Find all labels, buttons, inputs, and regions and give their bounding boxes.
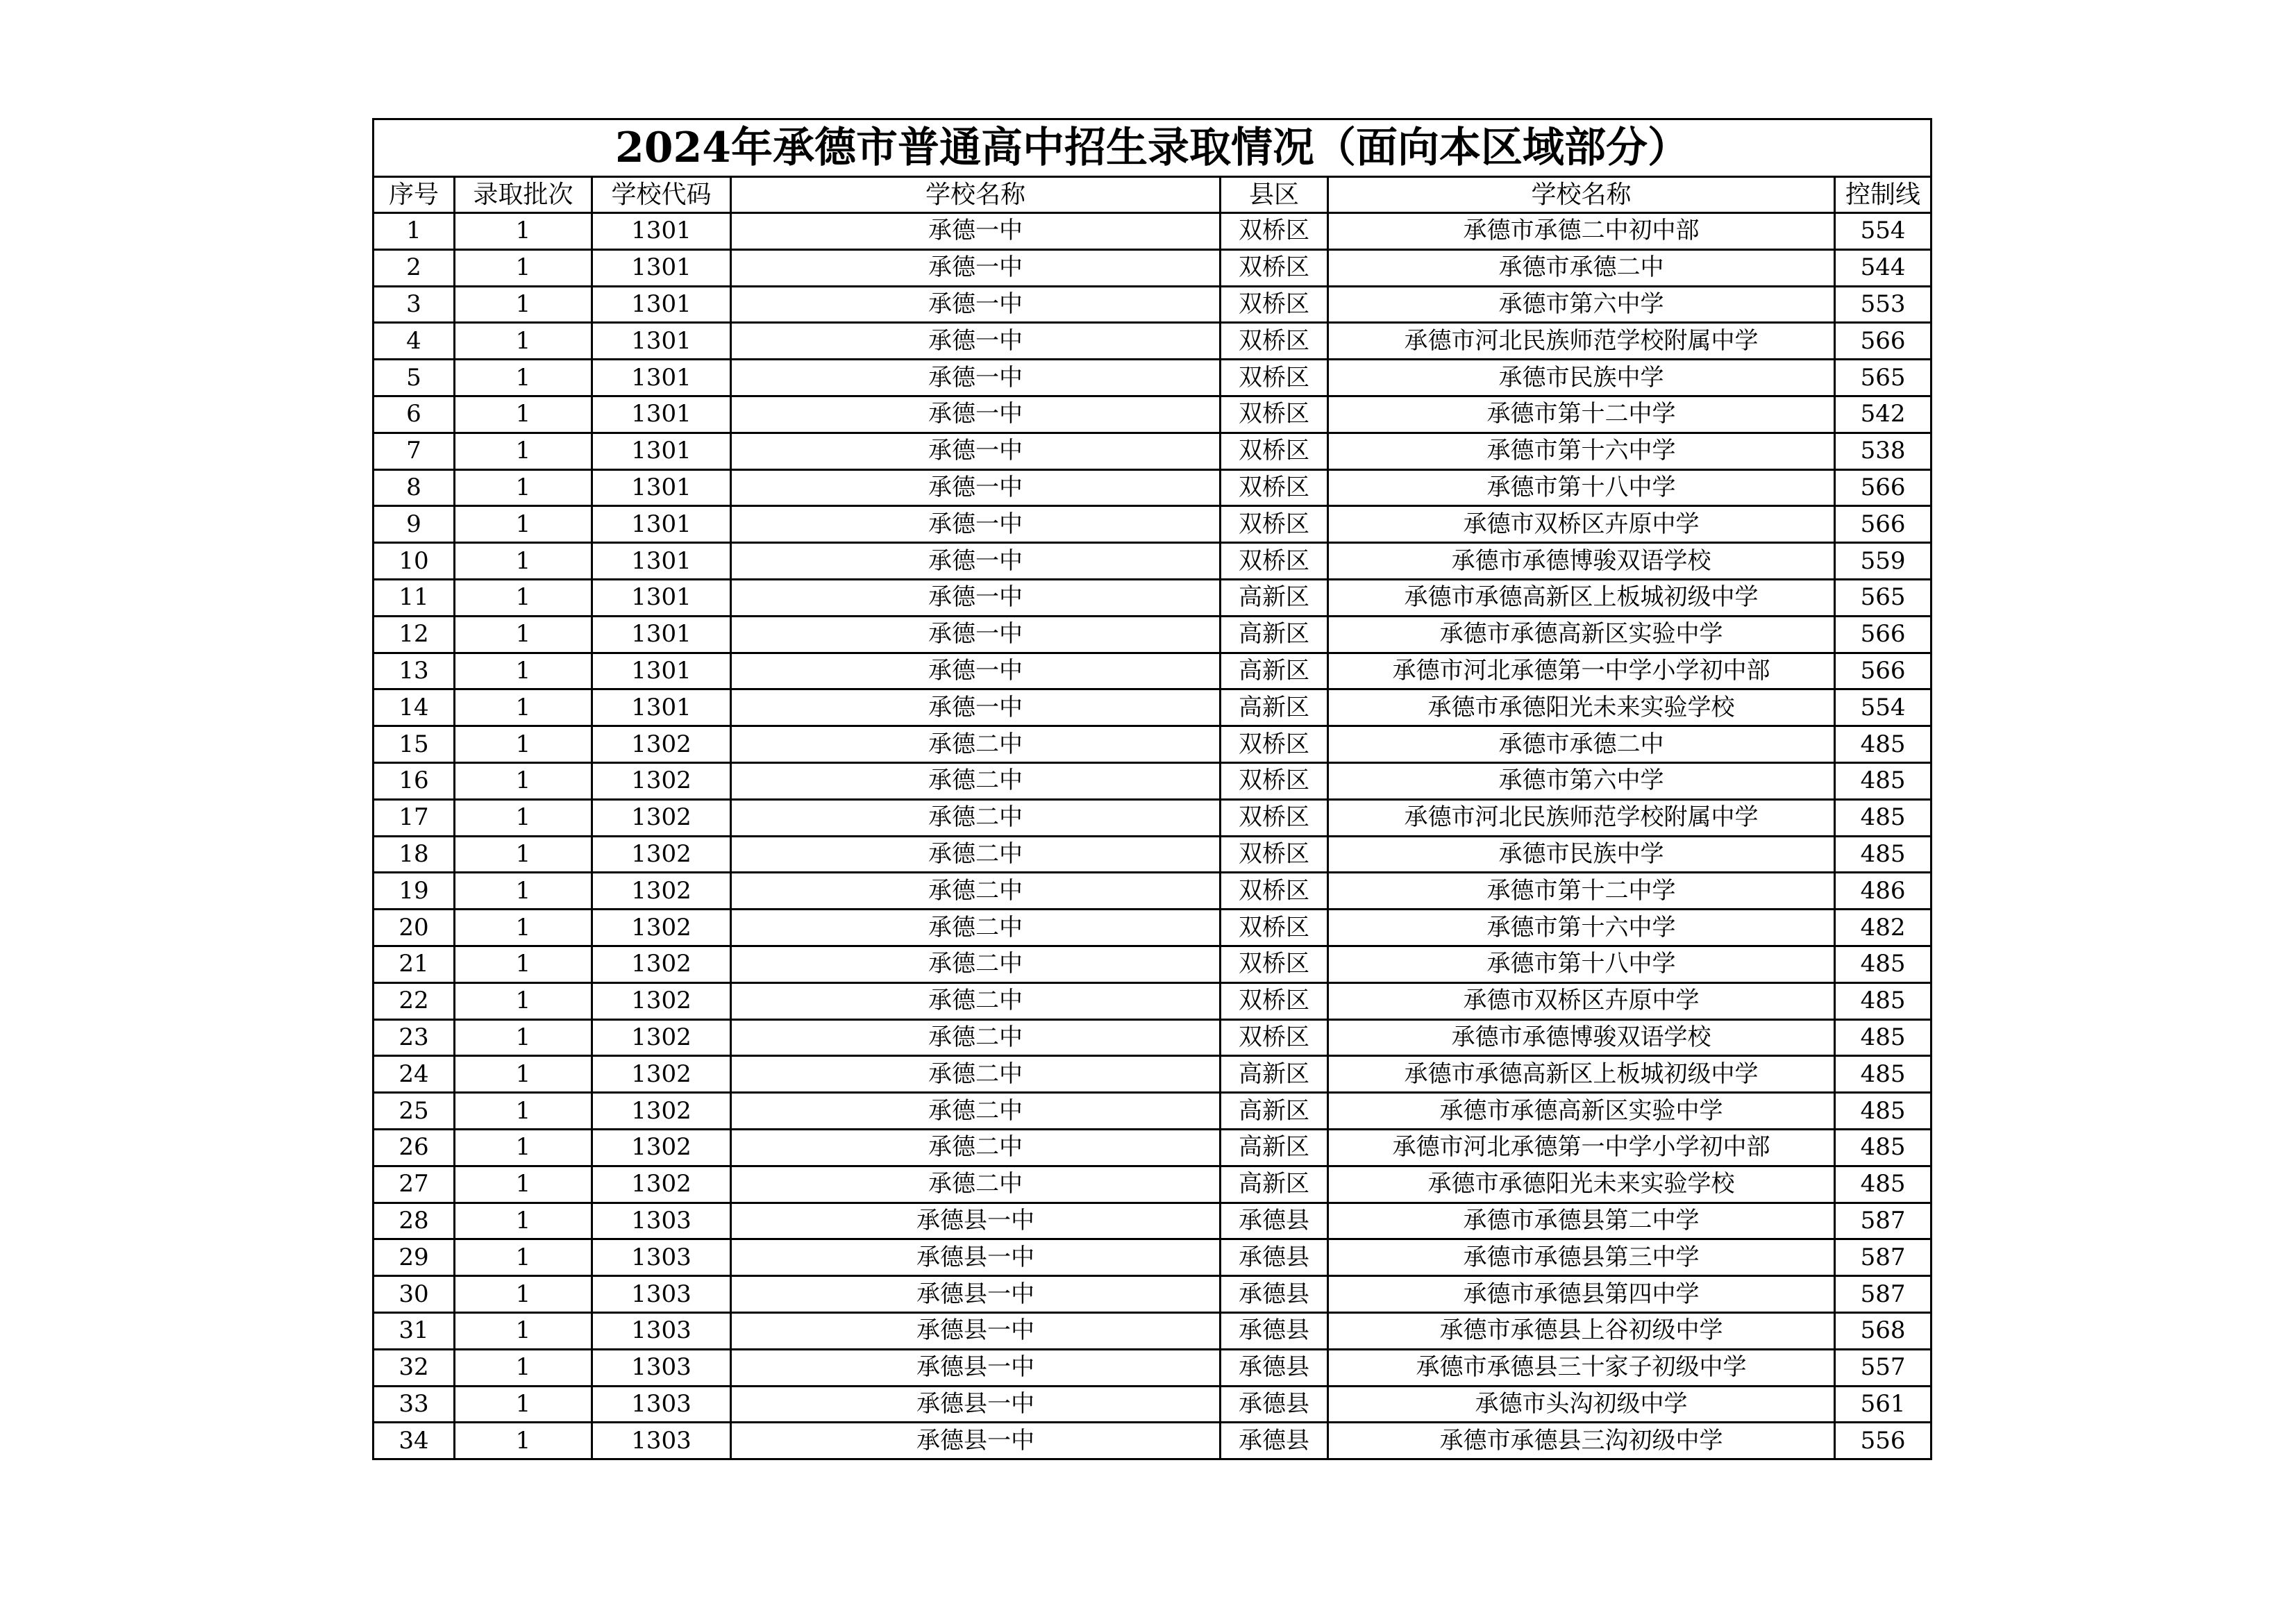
row-cutoff: 566 xyxy=(1835,506,1932,543)
row-batch: 1 xyxy=(455,1203,592,1239)
row-district: 承德县 xyxy=(1221,1276,1328,1313)
row-cutoff: 485 xyxy=(1835,946,1932,982)
row-school-code: 1301 xyxy=(592,286,731,323)
row-batch: 1 xyxy=(455,910,592,946)
table-row xyxy=(374,323,1932,360)
row-source-school: 承德市承德阳光未来实验学校 xyxy=(1328,689,1835,726)
row-index: 15 xyxy=(374,726,455,763)
row-school-name: 承德县一中 xyxy=(731,1423,1221,1459)
row-index: 26 xyxy=(374,1129,455,1166)
row-school-code: 1303 xyxy=(592,1276,731,1313)
row-school-code: 1301 xyxy=(592,360,731,396)
table-row xyxy=(374,653,1932,689)
row-cutoff: 485 xyxy=(1835,726,1932,763)
table-row xyxy=(374,1423,1932,1459)
row-batch: 1 xyxy=(455,836,592,873)
row-district: 承德县 xyxy=(1221,1349,1328,1386)
row-index: 16 xyxy=(374,762,455,799)
row-cutoff: 587 xyxy=(1835,1239,1932,1276)
row-school-name: 承德一中 xyxy=(731,689,1221,726)
row-source-school: 承德市双桥区卉原中学 xyxy=(1328,982,1835,1019)
row-school-name: 承德一中 xyxy=(731,469,1221,506)
row-school-code: 1302 xyxy=(592,762,731,799)
row-batch: 1 xyxy=(455,1276,592,1313)
row-batch: 1 xyxy=(455,726,592,763)
row-district: 双桥区 xyxy=(1221,286,1328,323)
row-cutoff: 544 xyxy=(1835,249,1932,286)
row-school-code: 1301 xyxy=(592,433,731,469)
row-index: 7 xyxy=(374,433,455,469)
row-school-name: 承德二中 xyxy=(731,873,1221,910)
row-batch: 1 xyxy=(455,249,592,286)
row-district: 双桥区 xyxy=(1221,433,1328,469)
row-source-school: 承德市民族中学 xyxy=(1328,836,1835,873)
row-district: 双桥区 xyxy=(1221,762,1328,799)
table-row xyxy=(374,982,1932,1019)
row-district: 高新区 xyxy=(1221,1056,1328,1093)
row-batch: 1 xyxy=(455,1019,592,1056)
row-source-school: 承德市承德二中 xyxy=(1328,726,1835,763)
row-school-code: 1303 xyxy=(592,1203,731,1239)
row-source-school: 承德市第六中学 xyxy=(1328,286,1835,323)
row-district: 双桥区 xyxy=(1221,982,1328,1019)
row-school-code: 1301 xyxy=(592,653,731,689)
row-district: 双桥区 xyxy=(1221,1019,1328,1056)
table-row xyxy=(374,1203,1932,1239)
row-district: 双桥区 xyxy=(1221,323,1328,360)
row-school-name: 承德县一中 xyxy=(731,1276,1221,1313)
row-school-name: 承德二中 xyxy=(731,982,1221,1019)
table-row xyxy=(374,1276,1932,1313)
row-cutoff: 485 xyxy=(1835,799,1932,836)
row-school-name: 承德二中 xyxy=(731,910,1221,946)
row-school-code: 1302 xyxy=(592,946,731,982)
row-school-name: 承德二中 xyxy=(731,1019,1221,1056)
row-district: 高新区 xyxy=(1221,579,1328,616)
row-index: 11 xyxy=(374,579,455,616)
table-row xyxy=(374,799,1932,836)
row-school-code: 1302 xyxy=(592,873,731,910)
row-school-code: 1303 xyxy=(592,1312,731,1349)
row-cutoff: 485 xyxy=(1835,836,1932,873)
row-index: 13 xyxy=(374,653,455,689)
row-index: 31 xyxy=(374,1312,455,1349)
col-header-school-code: 学校代码 xyxy=(592,177,731,213)
row-source-school: 承德市河北民族师范学校附属中学 xyxy=(1328,799,1835,836)
row-batch: 1 xyxy=(455,579,592,616)
table-row xyxy=(374,1166,1932,1203)
row-source-school: 承德市头沟初级中学 xyxy=(1328,1386,1835,1423)
row-school-name: 承德县一中 xyxy=(731,1349,1221,1386)
row-school-name: 承德二中 xyxy=(731,1166,1221,1203)
row-district: 高新区 xyxy=(1221,689,1328,726)
row-district: 承德县 xyxy=(1221,1312,1328,1349)
row-index: 2 xyxy=(374,249,455,286)
row-district: 承德县 xyxy=(1221,1386,1328,1423)
table-row xyxy=(374,1349,1932,1386)
row-school-name: 承德一中 xyxy=(731,543,1221,580)
row-source-school: 承德市承德二中初中部 xyxy=(1328,213,1835,250)
row-index: 20 xyxy=(374,910,455,946)
row-batch: 1 xyxy=(455,653,592,689)
row-batch: 1 xyxy=(455,616,592,653)
row-index: 8 xyxy=(374,469,455,506)
row-district: 双桥区 xyxy=(1221,396,1328,433)
row-source-school: 承德市承德县三沟初级中学 xyxy=(1328,1423,1835,1459)
header-row xyxy=(374,177,1932,213)
row-school-code: 1302 xyxy=(592,836,731,873)
row-district: 高新区 xyxy=(1221,653,1328,689)
row-batch: 1 xyxy=(455,323,592,360)
row-source-school: 承德市第十六中学 xyxy=(1328,433,1835,469)
table-row xyxy=(374,249,1932,286)
row-index: 6 xyxy=(374,396,455,433)
row-cutoff: 482 xyxy=(1835,910,1932,946)
col-header-district: 县区 xyxy=(1221,177,1328,213)
row-district: 高新区 xyxy=(1221,616,1328,653)
row-batch: 1 xyxy=(455,1166,592,1203)
row-batch: 1 xyxy=(455,873,592,910)
row-district: 双桥区 xyxy=(1221,506,1328,543)
row-source-school: 承德市第十二中学 xyxy=(1328,873,1835,910)
row-cutoff: 485 xyxy=(1835,1019,1932,1056)
row-school-code: 1303 xyxy=(592,1423,731,1459)
row-index: 12 xyxy=(374,616,455,653)
row-school-code: 1302 xyxy=(592,982,731,1019)
row-source-school: 承德市双桥区卉原中学 xyxy=(1328,506,1835,543)
row-source-school: 承德市河北民族师范学校附属中学 xyxy=(1328,323,1835,360)
row-batch: 1 xyxy=(455,543,592,580)
row-batch: 1 xyxy=(455,506,592,543)
row-district: 双桥区 xyxy=(1221,873,1328,910)
row-cutoff: 556 xyxy=(1835,1423,1932,1459)
row-school-code: 1301 xyxy=(592,323,731,360)
row-index: 4 xyxy=(374,323,455,360)
row-district: 高新区 xyxy=(1221,1129,1328,1166)
row-source-school: 承德市河北承德第一中学小学初中部 xyxy=(1328,1129,1835,1166)
table-row xyxy=(374,762,1932,799)
row-district: 双桥区 xyxy=(1221,469,1328,506)
row-school-name: 承德二中 xyxy=(731,726,1221,763)
col-header-index: 序号 xyxy=(374,177,455,213)
row-source-school: 承德市承德县第四中学 xyxy=(1328,1276,1835,1313)
row-school-code: 1302 xyxy=(592,1129,731,1166)
row-batch: 1 xyxy=(455,1312,592,1349)
row-cutoff: 566 xyxy=(1835,616,1932,653)
row-school-name: 承德一中 xyxy=(731,506,1221,543)
row-index: 1 xyxy=(374,213,455,250)
row-cutoff: 559 xyxy=(1835,543,1932,580)
table-row xyxy=(374,469,1932,506)
row-source-school: 承德市承德博骏双语学校 xyxy=(1328,543,1835,580)
col-header-school-name: 学校名称 xyxy=(731,177,1221,213)
row-school-code: 1302 xyxy=(592,910,731,946)
row-source-school: 承德市承德县第三中学 xyxy=(1328,1239,1835,1276)
row-school-name: 承德二中 xyxy=(731,762,1221,799)
row-source-school: 承德市承德高新区实验中学 xyxy=(1328,1093,1835,1130)
row-source-school: 承德市河北承德第一中学小学初中部 xyxy=(1328,653,1835,689)
row-batch: 1 xyxy=(455,213,592,250)
row-cutoff: 554 xyxy=(1835,213,1932,250)
row-source-school: 承德市第十八中学 xyxy=(1328,469,1835,506)
row-index: 29 xyxy=(374,1239,455,1276)
row-school-code: 1301 xyxy=(592,213,731,250)
row-source-school: 承德市民族中学 xyxy=(1328,360,1835,396)
row-school-name: 承德一中 xyxy=(731,323,1221,360)
row-source-school: 承德市承德高新区上板城初级中学 xyxy=(1328,579,1835,616)
table-row xyxy=(374,286,1932,323)
row-cutoff: 587 xyxy=(1835,1276,1932,1313)
row-batch: 1 xyxy=(455,1349,592,1386)
row-batch: 1 xyxy=(455,762,592,799)
row-school-name: 承德一中 xyxy=(731,396,1221,433)
row-cutoff: 566 xyxy=(1835,323,1932,360)
row-index: 27 xyxy=(374,1166,455,1203)
row-school-code: 1303 xyxy=(592,1349,731,1386)
row-index: 34 xyxy=(374,1423,455,1459)
row-school-code: 1301 xyxy=(592,616,731,653)
row-cutoff: 554 xyxy=(1835,689,1932,726)
page-title: 2024年承德市普通高中招生录取情况（面向本区域部分） xyxy=(374,119,1932,177)
row-school-code: 1301 xyxy=(592,249,731,286)
row-index: 9 xyxy=(374,506,455,543)
col-header-cutoff: 控制线 xyxy=(1835,177,1932,213)
row-school-code: 1301 xyxy=(592,543,731,580)
row-source-school: 承德市承德高新区实验中学 xyxy=(1328,616,1835,653)
row-school-code: 1302 xyxy=(592,799,731,836)
row-cutoff: 566 xyxy=(1835,653,1932,689)
row-district: 高新区 xyxy=(1221,1166,1328,1203)
table-row xyxy=(374,910,1932,946)
row-school-name: 承德一中 xyxy=(731,579,1221,616)
row-school-code: 1302 xyxy=(592,1093,731,1130)
row-source-school: 承德市承德高新区上板城初级中学 xyxy=(1328,1056,1835,1093)
row-batch: 1 xyxy=(455,689,592,726)
row-source-school: 承德市第十六中学 xyxy=(1328,910,1835,946)
row-school-name: 承德二中 xyxy=(731,1093,1221,1130)
row-index: 23 xyxy=(374,1019,455,1056)
row-school-name: 承德一中 xyxy=(731,360,1221,396)
row-source-school: 承德市第十八中学 xyxy=(1328,946,1835,982)
row-school-code: 1302 xyxy=(592,1166,731,1203)
row-source-school: 承德市第六中学 xyxy=(1328,762,1835,799)
row-cutoff: 486 xyxy=(1835,873,1932,910)
table-row xyxy=(374,1019,1932,1056)
row-cutoff: 485 xyxy=(1835,1166,1932,1203)
row-batch: 1 xyxy=(455,1056,592,1093)
row-school-name: 承德县一中 xyxy=(731,1203,1221,1239)
row-source-school: 承德市承德二中 xyxy=(1328,249,1835,286)
row-index: 22 xyxy=(374,982,455,1019)
row-batch: 1 xyxy=(455,1239,592,1276)
table-row xyxy=(374,1386,1932,1423)
row-cutoff: 485 xyxy=(1835,982,1932,1019)
row-batch: 1 xyxy=(455,286,592,323)
table-row xyxy=(374,1129,1932,1166)
row-district: 双桥区 xyxy=(1221,799,1328,836)
row-school-name: 承德一中 xyxy=(731,433,1221,469)
row-district: 双桥区 xyxy=(1221,543,1328,580)
row-index: 24 xyxy=(374,1056,455,1093)
row-school-name: 承德一中 xyxy=(731,249,1221,286)
row-batch: 1 xyxy=(455,1386,592,1423)
row-school-code: 1301 xyxy=(592,396,731,433)
row-school-name: 承德二中 xyxy=(731,946,1221,982)
row-cutoff: 557 xyxy=(1835,1349,1932,1386)
row-cutoff: 538 xyxy=(1835,433,1932,469)
row-school-name: 承德二中 xyxy=(731,799,1221,836)
table-row xyxy=(374,1056,1932,1093)
row-cutoff: 485 xyxy=(1835,1129,1932,1166)
row-source-school: 承德市第十二中学 xyxy=(1328,396,1835,433)
row-cutoff: 485 xyxy=(1835,762,1932,799)
row-batch: 1 xyxy=(455,946,592,982)
row-district: 双桥区 xyxy=(1221,836,1328,873)
col-header-source-school: 学校名称 xyxy=(1328,177,1835,213)
row-school-name: 承德县一中 xyxy=(731,1386,1221,1423)
row-school-name: 承德二中 xyxy=(731,1056,1221,1093)
table-row xyxy=(374,873,1932,910)
row-school-code: 1302 xyxy=(592,1019,731,1056)
table-row xyxy=(374,396,1932,433)
row-source-school: 承德市承德阳光未来实验学校 xyxy=(1328,1166,1835,1203)
row-district: 双桥区 xyxy=(1221,910,1328,946)
row-school-code: 1301 xyxy=(592,469,731,506)
row-batch: 1 xyxy=(455,396,592,433)
row-index: 10 xyxy=(374,543,455,580)
row-school-name: 承德县一中 xyxy=(731,1312,1221,1349)
row-cutoff: 565 xyxy=(1835,579,1932,616)
row-district: 高新区 xyxy=(1221,1093,1328,1130)
table-row xyxy=(374,579,1932,616)
row-cutoff: 566 xyxy=(1835,469,1932,506)
admission-table xyxy=(372,118,1932,1460)
row-cutoff: 542 xyxy=(1835,396,1932,433)
row-school-name: 承德二中 xyxy=(731,836,1221,873)
row-district: 双桥区 xyxy=(1221,213,1328,250)
table-row xyxy=(374,1239,1932,1276)
row-index: 30 xyxy=(374,1276,455,1313)
row-district: 双桥区 xyxy=(1221,946,1328,982)
row-batch: 1 xyxy=(455,982,592,1019)
row-school-name: 承德县一中 xyxy=(731,1239,1221,1276)
row-cutoff: 561 xyxy=(1835,1386,1932,1423)
row-school-name: 承德二中 xyxy=(731,1129,1221,1166)
row-district: 双桥区 xyxy=(1221,360,1328,396)
row-district: 双桥区 xyxy=(1221,726,1328,763)
row-index: 18 xyxy=(374,836,455,873)
row-batch: 1 xyxy=(455,360,592,396)
row-index: 14 xyxy=(374,689,455,726)
row-cutoff: 587 xyxy=(1835,1203,1932,1239)
table-row xyxy=(374,946,1932,982)
row-district: 承德县 xyxy=(1221,1239,1328,1276)
row-batch: 1 xyxy=(455,799,592,836)
table-row xyxy=(374,506,1932,543)
row-district: 承德县 xyxy=(1221,1203,1328,1239)
row-school-code: 1301 xyxy=(592,506,731,543)
row-school-name: 承德一中 xyxy=(731,286,1221,323)
table-body xyxy=(374,213,1932,1459)
row-source-school: 承德市承德县三十家子初级中学 xyxy=(1328,1349,1835,1386)
row-index: 28 xyxy=(374,1203,455,1239)
row-batch: 1 xyxy=(455,1129,592,1166)
row-batch: 1 xyxy=(455,1423,592,1459)
row-source-school: 承德市承德县第二中学 xyxy=(1328,1203,1835,1239)
row-index: 5 xyxy=(374,360,455,396)
row-index: 19 xyxy=(374,873,455,910)
table-row xyxy=(374,836,1932,873)
row-school-code: 1303 xyxy=(592,1239,731,1276)
table-row xyxy=(374,726,1932,763)
row-batch: 1 xyxy=(455,469,592,506)
col-header-batch: 录取批次 xyxy=(455,177,592,213)
row-district: 承德县 xyxy=(1221,1423,1328,1459)
row-district: 双桥区 xyxy=(1221,249,1328,286)
row-index: 3 xyxy=(374,286,455,323)
row-cutoff: 485 xyxy=(1835,1093,1932,1130)
row-index: 21 xyxy=(374,946,455,982)
table-row xyxy=(374,1312,1932,1349)
row-source-school: 承德市承德县上谷初级中学 xyxy=(1328,1312,1835,1349)
table-row xyxy=(374,689,1932,726)
row-index: 25 xyxy=(374,1093,455,1130)
row-school-name: 承德一中 xyxy=(731,653,1221,689)
table-row xyxy=(374,433,1932,469)
row-school-code: 1303 xyxy=(592,1386,731,1423)
row-cutoff: 485 xyxy=(1835,1056,1932,1093)
row-batch: 1 xyxy=(455,1093,592,1130)
row-school-code: 1301 xyxy=(592,579,731,616)
row-index: 33 xyxy=(374,1386,455,1423)
row-school-code: 1301 xyxy=(592,689,731,726)
row-index: 17 xyxy=(374,799,455,836)
table-row xyxy=(374,1093,1932,1130)
table-row xyxy=(374,543,1932,580)
row-school-name: 承德一中 xyxy=(731,213,1221,250)
row-school-code: 1302 xyxy=(592,726,731,763)
row-school-code: 1302 xyxy=(592,1056,731,1093)
table-row xyxy=(374,616,1932,653)
row-cutoff: 565 xyxy=(1835,360,1932,396)
row-batch: 1 xyxy=(455,433,592,469)
row-index: 32 xyxy=(374,1349,455,1386)
table-row xyxy=(374,360,1932,396)
row-source-school: 承德市承德博骏双语学校 xyxy=(1328,1019,1835,1056)
table-row xyxy=(374,213,1932,250)
row-cutoff: 568 xyxy=(1835,1312,1932,1349)
row-cutoff: 553 xyxy=(1835,286,1932,323)
row-school-name: 承德一中 xyxy=(731,616,1221,653)
